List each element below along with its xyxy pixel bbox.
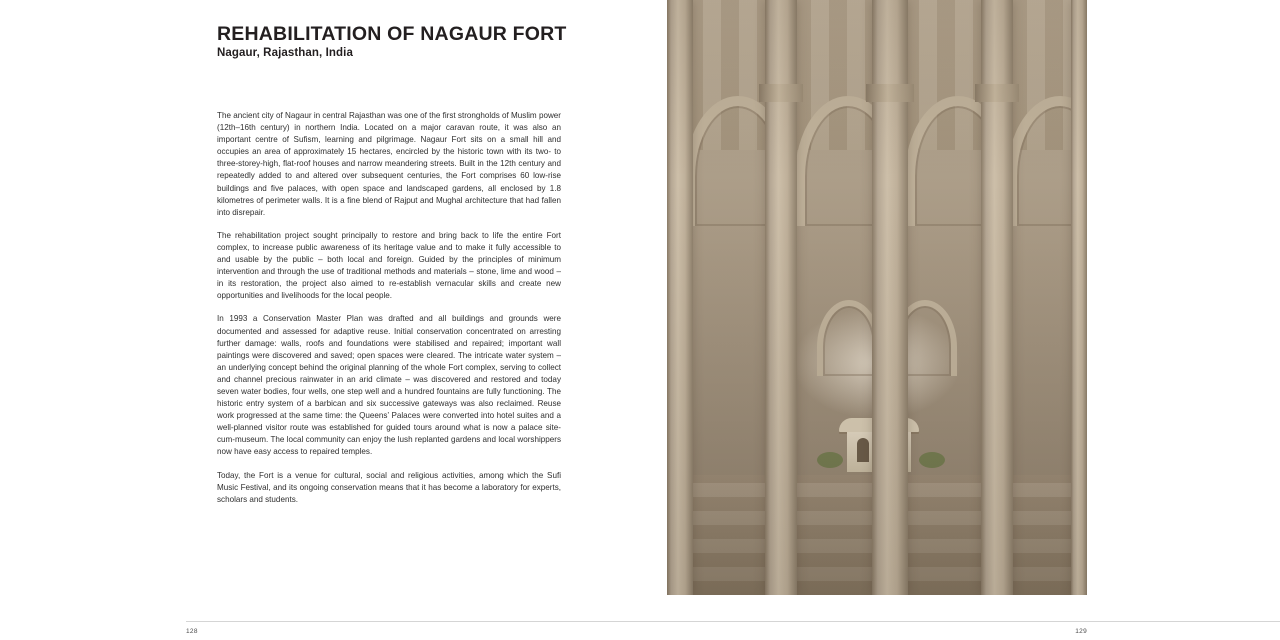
page-right	[667, 0, 1087, 640]
fort-photograph	[667, 0, 1087, 595]
column-capital	[975, 84, 1019, 102]
paragraph: Today, the Fort is a venue for cultural, social and religious activities, among which the Sufi Music Festival, and its ongoing conservation means that it has become a laboratory for experts, scholars and students.	[217, 470, 561, 504]
page-subtitle: Nagaur, Rajasthan, India	[217, 47, 353, 60]
body-text-column	[217, 110, 561, 506]
left-margin	[0, 0, 186, 640]
right-margin	[1087, 0, 1280, 640]
folio-left: 128	[186, 628, 198, 635]
title-block	[217, 24, 637, 59]
paragraph: The ancient city of Nagaur in central Rajasthan was one of the first strongholds of Muslim power (12th–16th century) in northern India. Located on a major caravan route, it was also an important centre of Sufism, learning and pilgrimage. Nagaur Fort sits on a small hill and occupies an area of approximately 15 hectares, encircled by the historic town with its two- to three-storey-high, flat-roof houses and narrow meandering streets. Built in the 12th century and repeatedly added to and altered over subsequent centuries, the Fort comprises 60 low-rise buildings and five palaces, with open space and landscaped gardens, all enclosed by 1.8 kilometres of perimeter walls. It is a fine blend of Rajput and Mughal architecture that had fallen into disrepair.	[217, 111, 561, 217]
page-left	[186, 0, 667, 640]
stone-column	[1071, 0, 1087, 595]
pavilion-arch	[857, 438, 869, 462]
photo-background	[667, 0, 1087, 595]
footer-divider	[186, 621, 1280, 622]
column-capital	[866, 84, 914, 102]
folio-right: 129	[1075, 628, 1087, 635]
paragraph: In 1993 a Conservation Master Plan was drafted and all buildings and grounds were documented and assessed for adaptive reuse. Initial conservation concentrated on arresting further damage: walls, roofs and foundations were stabilised and repaired; important wall paintings were discovered and saved; open spaces were cleared. The intricate water system – an underlying concept behind the original planning of the whole Fort complex, serving to collect and channel precious rainwater in an arid climate – was discovered and restored and today seven water bodies, four wells, one step well and a hundred fountains are fully functioning. The historic entry system of a barbican and six successive gateways was also reclaimed. Reuse work progressed at the same time: the Queens’ Palaces were converted into hotel suites and a well-planned visitor route was established for guided tours around what is now a palace site-cum-museum. The local community can enjoy the lush replanted gardens and local worshippers now have easy access to repaired temples.	[217, 314, 561, 457]
shrub	[817, 452, 843, 468]
page-title: REHABILITATION OF NAGAUR FORT	[217, 23, 567, 45]
stone-column	[667, 0, 693, 595]
paragraph: The rehabilitation project sought principally to restore and bring back to life the entire Fort complex, to increase public awareness of its heritage value and to make it fully accessible to and usable by the public – both local and foreign. Guided by the principles of minimum intervention and through the use of traditional methods and materials – stone, lime and wood – in its restoration, the project also aimed to re-establish vernacular skills and create new opportunities and livelihoods for the local people.	[217, 230, 561, 301]
column-capital	[759, 84, 803, 102]
shrub	[919, 452, 945, 468]
